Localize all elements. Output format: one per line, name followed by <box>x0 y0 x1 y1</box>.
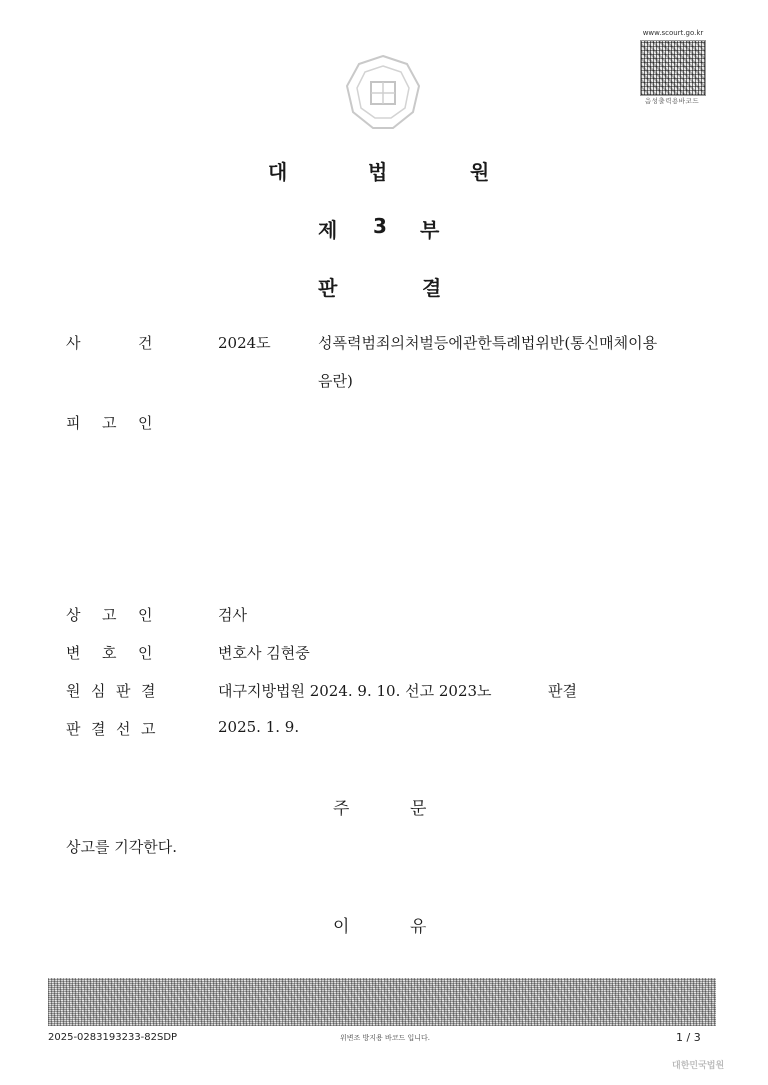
label-char: 호 <box>102 644 117 662</box>
heading-char: 이 <box>333 917 350 937</box>
defendant-label <box>0 412 200 434</box>
division-char: 부 <box>420 218 440 242</box>
label-char: 원 <box>66 682 81 700</box>
order-heading <box>0 794 768 818</box>
court-char: 대 <box>268 160 288 184</box>
appellant-label <box>0 604 200 626</box>
heading-char: 주 <box>333 799 350 819</box>
document-number: 2025-0283193233-82SDP <box>48 1032 178 1043</box>
court-watermark: 대한민국법원 <box>672 1061 725 1071</box>
counsel-value: 변호사 김현중 <box>218 644 310 662</box>
appellant-value: 검사 <box>218 606 247 624</box>
heading-char: 문 <box>410 799 427 819</box>
division-char: 제 <box>318 218 338 242</box>
label-char: 고 <box>102 606 117 624</box>
counsel-label <box>0 642 200 664</box>
case-name-line2: 음란) <box>318 372 353 390</box>
qr-caption: 음성출력용바코드 <box>644 97 700 105</box>
division-name <box>0 214 768 240</box>
label-char: 인 <box>138 606 153 624</box>
title-char: 결 <box>422 276 442 300</box>
court-seal <box>343 52 423 132</box>
label-char: 판 <box>66 720 81 738</box>
label-char: 상 <box>66 606 81 624</box>
document-title <box>0 272 768 298</box>
case-label <box>0 332 200 354</box>
heading-char: 유 <box>410 917 427 937</box>
title-char: 판 <box>318 276 338 300</box>
case-name-line1: 성폭력범죄의처벌등에관한특례법위반(통신매체이용 <box>318 334 658 352</box>
order-text: 상고를 기각한다. <box>66 838 177 856</box>
label-char: 심 <box>91 682 106 700</box>
qr-barcode <box>640 40 706 96</box>
label-char: 결 <box>91 720 106 738</box>
label-char: 변 <box>66 644 81 662</box>
anti-forgery-barcode <box>48 978 716 1026</box>
court-char: 원 <box>470 160 490 184</box>
page-number: 1 / 3 <box>676 1031 701 1044</box>
qr-url: www.scourt.go.kr <box>642 29 704 37</box>
label-char: 고 <box>102 414 117 432</box>
label-char: 고 <box>141 720 156 738</box>
division-char: 3 <box>373 214 387 238</box>
original-judgment-value: 대구지방법원 2024. 9. 10. 선고 2023노 <box>218 682 492 700</box>
barcode-notice: 위변조 방지용 바코드 입니다. <box>339 1034 431 1042</box>
case-number: 2024도 <box>218 334 271 352</box>
judgment-date-value: 2025. 1. 9. <box>218 718 300 736</box>
label-char: 판 <box>116 682 131 700</box>
label-char: 인 <box>138 414 153 432</box>
judgment-date-label <box>0 718 200 740</box>
label-char: 선 <box>116 720 131 738</box>
label-char: 사 <box>66 334 81 352</box>
label-char: 건 <box>138 334 153 352</box>
original-judgment-label <box>0 680 200 702</box>
label-char: 인 <box>138 644 153 662</box>
court-char: 법 <box>368 160 388 184</box>
label-char: 결 <box>141 682 156 700</box>
original-judgment-suffix: 판결 <box>548 682 577 700</box>
label-char: 피 <box>66 414 81 432</box>
reasons-heading <box>0 912 768 936</box>
